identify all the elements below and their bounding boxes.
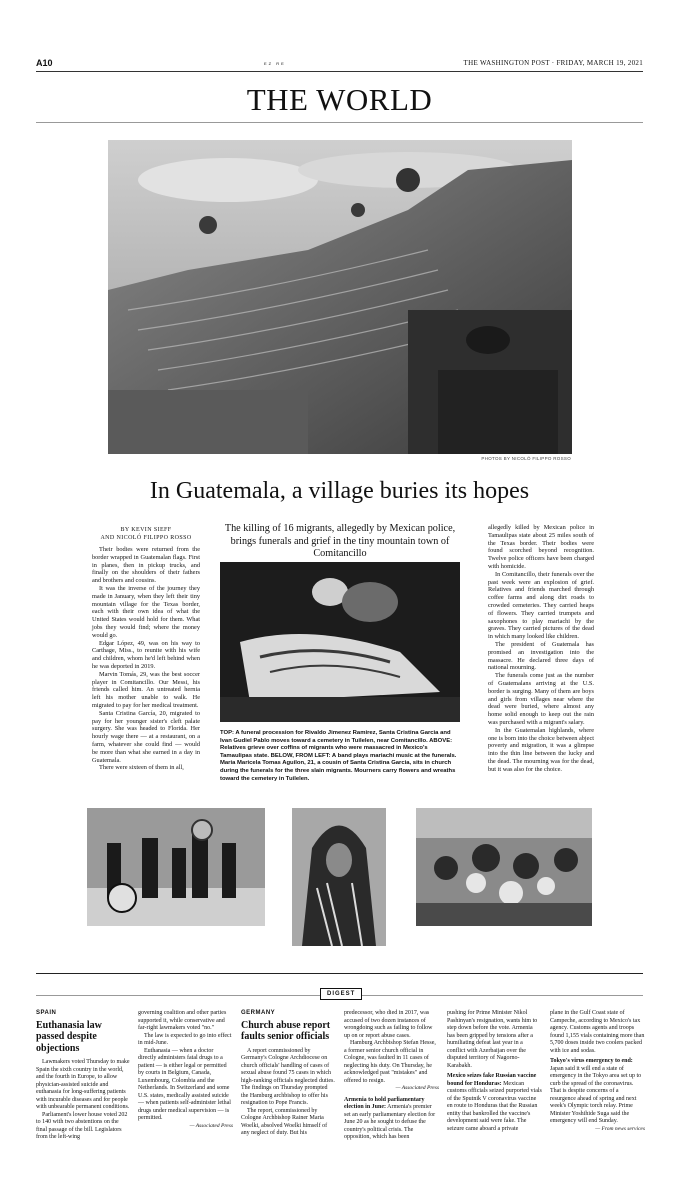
story-paragraph: allegedly killed by Mexican police in Tamaulipas state about 25 miles south of the Texas border. Their bodies were found scorched beyond recognition. Twelve police officers have been charged with homicide.	[488, 524, 594, 570]
story-paragraph: Their bodies were returned from the border wrapped in Guatemalan flags. First in planes, then in pickup trucks, and finally on the shoulders of their fathers and brothers and cousins.	[92, 546, 200, 585]
story-paragraph: The president of Guatemala has promised an investigation into the massacre. He declared three days of national mourning.	[488, 640, 594, 672]
grief-photo	[220, 562, 460, 722]
digest-paragraph: The report, commissioned by Cologne Archbishop Rainer Maria Woelki, absolved Woelki himself of any neglect of duty. But his	[241, 1107, 328, 1136]
digest-signature: — From news services	[595, 1125, 645, 1132]
dateline: THE WASHINGTON POST · FRIDAY, MARCH 19, 2021	[463, 59, 643, 67]
section-rule	[36, 122, 643, 123]
digest-germany-col2	[344, 1010, 439, 1142]
story-paragraph: In Comitancillo, their funerals over the past week were an explosion of grief. Relatives and friends marched through coffee farms and along dirt roads to crowded cemeteries. They carried heaps of flowers. They carried trumpets and saxophones to play mariachi by the graves. They carried pictures of the dead in which many looked like children.	[488, 570, 594, 641]
photo-caption	[220, 730, 460, 783]
headline: In Guatemala, a village buries its hopes	[149, 478, 530, 504]
story-column-right	[488, 524, 594, 774]
story-paragraph: There were sixteen of them in all,	[99, 764, 184, 772]
digest-col5	[550, 1010, 645, 1133]
digest-brief-text: Japan said it will end a state of emergency in the Tokyo area set up to curb the spread of the coronavirus. That is despite concerns of a resurgence ahead of spring and next week's Olympic torch relay. Prime Minister Yoshihide Suga said the emergency will end Sunday.	[550, 1065, 642, 1124]
edition-marks: EZ RE	[264, 61, 286, 66]
story-column-left	[92, 546, 200, 772]
section-title: THE WORLD	[246, 82, 433, 117]
photo-credit: PHOTOS BY NICOLÓ FILIPPO ROSSO	[481, 456, 571, 461]
digest-signature: — Associated Press	[189, 1122, 233, 1129]
digest-rule	[36, 973, 643, 974]
digest-paragraph: Parliament's lower house voted 202 to 140 with two abstentions on the final passage of the bill. Legislators from the left-wing	[36, 1111, 128, 1140]
story-paragraph: In the Guatemalan highlands, where one is born into the choice between abject poverty and migration, it was a glimpse into the thin line between the lucky and the dead. The mourning was for the dead, but it was also for the choice.	[488, 726, 594, 773]
digest-tag: DIGEST	[320, 988, 362, 1000]
digest-paragraph: Hamburg Archbishop Stefan Hesse, a former senior church official in Cologne, was faulted in 11 cases of neglecting his duty. On Thursday, he acknowledged past "mistakes" and offered to resign.	[344, 1040, 436, 1084]
story-paragraph: The funerals come just as the number of Guatemalans arriving at the U.S. border is surging. Many of them are boys and girls from villages near where the dead were buried, where almost any home solid enough to keep out the rain was purchased with a migrant's salary.	[488, 672, 594, 726]
byline-line-2: AND NICOLÓ FILIPPO ROSSO	[100, 535, 192, 541]
story-paragraph: Marvin Tomás, 29, was the best soccer player in Comitancillo. Our Messi, his friends called him. An untreated hernia left his mother unable to walk. He migrated to pay for her medical treatment.	[92, 670, 200, 709]
story-paragraph: Santa Cristina García, 20, migrated to pay for her younger sister's cleft palate surgery. She was headed to Florida. Her hourly wage there — at a restaurant, on a farm, whatever she could find — would be more than what she earned in a day in Guatemala.	[92, 709, 200, 764]
digest-paragraph: pushing for Prime Minister Nikol Pashinyan's resignation, wants him to step down before the vote. Armenia has been gripped by tensions after a humiliating defeat last year in a conflict with Azerbaijan over the disputed territory of Nagorno-Karabakh.	[447, 1010, 538, 1069]
procession-photo	[416, 808, 592, 926]
caption-text: TOP: A funeral procession for Rivaldo Jimenez Ramirez, Santa Cristina Garcia and Ivan Gudiel Pablo moves toward a cemetery in Tuilelen, near Comitancillo. ABOVE: Relatives grieve over coffins of migrants who were massacred in Mexico's Tamaulipas state. BELOW, FROM LEFT: A band plays mariachi music at the funerals. Maria Maricela Tomas Aguilon, 21, a cousin of Santa Cristina Garcia, sits in church during the funerals for the three slain migrants. Mourners carry flowers and wreaths toward the cemetery in Tuilelen.	[220, 730, 457, 782]
digest-paragraph: Euthanasia — when a doctor directly administers fatal drugs to a patient — is either legal or permitted by courts in Belgium, Canada, Luxembourg, Colombia and the Netherlands. In Switzerland and some U.S. states, medically assisted suicide — when patients self-administer lethal drugs under medical supervision — is permitted.	[138, 1047, 231, 1121]
deck: The killing of 16 migrants, allegedly by Mexican police, brings funerals and grief in the tiny mountain town of Comitancillo	[224, 523, 456, 559]
digest-paragraph: A report commissioned by Germany's Cologne Archdiocese on church officials' handling of cases of sexual abuse found 75 cases in which high-ranking officials neglected duties. The findings on Thursday prompted the Hamburg archbishop to offer his resignation to Pope Francis.	[241, 1047, 335, 1106]
top-rule	[36, 71, 643, 72]
digest-headline: Euthanasia law passed despite objections	[36, 1019, 102, 1054]
digest-kicker: SPAIN	[36, 1010, 57, 1016]
digest-brief-text: Mexican customs officials seized purported vials of the Sputnik V coronavirus vaccine en route to Honduras that the Russian entity that bankrolled the vaccine's development said were fake. The seizure came aboard a private	[447, 1080, 542, 1132]
digest-signature: — Associated Press	[395, 1085, 439, 1091]
digest-spain-col1	[36, 1010, 131, 1142]
digest-brief-head: Tokyo's virus emergency to end:	[550, 1058, 633, 1064]
folio	[36, 58, 643, 72]
digest-paragraph: Lawmakers voted Thursday to make Spain the sixth country in the world, and the fourth in Europe, to allow physician-assisted suicide and euthanasia for long-suffering patients with incurable diseases and for people with unbearable permanent conditions.	[36, 1059, 130, 1110]
digest-germany-col1	[241, 1010, 336, 1138]
digest-paragraph: governing coalition and other parties supported it, while conservative and far-right lawmakers voted "no."	[138, 1010, 227, 1031]
digest-headline: Church abuse report faults senior officials	[241, 1019, 331, 1042]
digest-spain-col2	[138, 1010, 233, 1130]
main-photo	[108, 140, 572, 454]
digest-brief-head: Mexico seizes fake Russian vaccine bound for Honduras:	[447, 1073, 537, 1087]
band-photo	[87, 808, 265, 926]
digest-paragraph: plane in the Gulf Coast state of Campeche, according to Mexico's tax agency. Customs agents and troops found 1,155 vials containing more than 5,700 doses inside two coolers packed with ice and sodas.	[550, 1010, 645, 1054]
story-paragraph: Edgar López, 49, was on his way to Carthage, Miss., to reunite with his wife and children, whom he'd left behind when he was deported in 2019.	[92, 639, 200, 670]
digest-kicker: GERMANY	[241, 1010, 276, 1016]
digest-paragraph: The law is expected to go into effect in mid-June.	[138, 1032, 232, 1046]
portrait-photo	[292, 808, 386, 946]
digest-col4	[447, 1010, 542, 1133]
page-number: A10	[36, 58, 53, 68]
byline-line-1: BY KEVIN SIEFF	[120, 527, 172, 533]
digest-brief-text: Armenia's premier set an early parliamentary election for June 20 as he sought to defuse the country's political crisis. The opposition, which has been	[344, 1104, 436, 1140]
story-paragraph: It was the inverse of the journey they made in January, when they left their tiny mountain village for the Texas border, each with their own idea of what the United States would hold for them. What jobs they would find; where the money would go.	[92, 584, 200, 639]
digest-brief-head: Armenia to hold parliamentary election in June:	[344, 1096, 425, 1110]
digest-paragraph: predecessor, who died in 2017, was accused of two dozen instances of wrongdoing such as failing to follow up on or report abuse cases.	[344, 1010, 433, 1039]
byline	[92, 526, 200, 542]
